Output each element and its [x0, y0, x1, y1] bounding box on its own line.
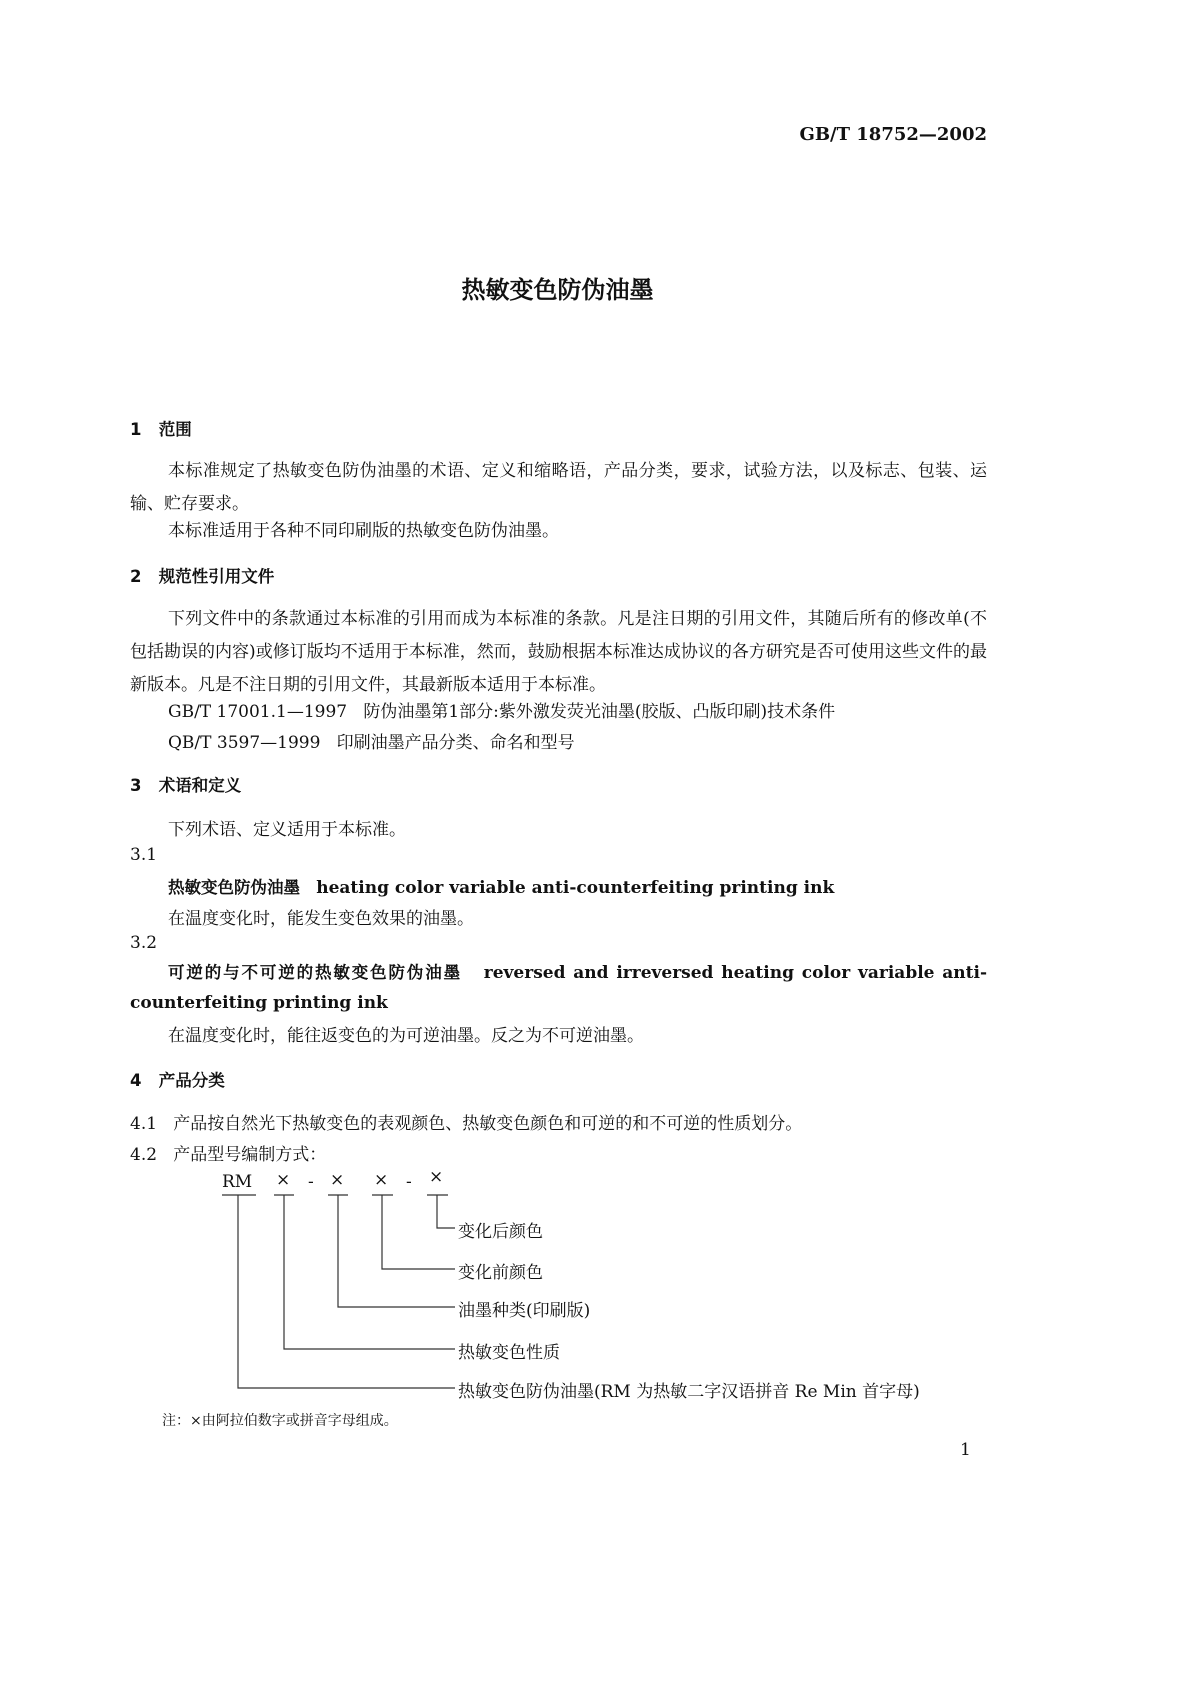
- section-4-heading: [130, 1067, 225, 1091]
- reference-item: [168, 728, 575, 753]
- code-prefix: RM: [222, 1172, 253, 1192]
- section-title: 产品分类: [158, 1071, 225, 1090]
- term-heading: [130, 958, 987, 1018]
- section-2-heading: [130, 563, 274, 587]
- paragraph: 下列术语、定义适用于本标准。: [168, 820, 406, 840]
- clause-item: [130, 1140, 326, 1165]
- term-definition: 在温度变化时，能往返变色的为可逆油墨。反之为不可逆油墨。: [168, 1026, 644, 1046]
- ref-title: 印刷油墨产品分类、命名和型号: [336, 733, 575, 753]
- code-placeholder: ×: [374, 1170, 389, 1190]
- section-title: 范围: [158, 420, 192, 439]
- diagram-label: 热敏变色性质: [458, 1343, 560, 1363]
- page-number: 1: [960, 1440, 971, 1460]
- term-en: heating color variable anti-counterfeiting printing ink: [316, 878, 835, 898]
- standard-code: GB/T 18752—2002: [799, 124, 987, 145]
- ref-title: 防伪油墨第1部分:紫外激发荧光油墨(胶版、凸版印刷)技术条件: [363, 702, 836, 722]
- clause-num: 4.1: [130, 1114, 158, 1134]
- term-number: 3.1: [130, 845, 158, 865]
- code-placeholder: ×: [330, 1170, 345, 1190]
- section-num: 4: [130, 1071, 142, 1090]
- term-zh: 热敏变色防伪油墨: [168, 878, 300, 897]
- diagram-label: 变化后颜色: [458, 1222, 543, 1242]
- code-placeholder: ×: [276, 1170, 291, 1190]
- code-placeholder: ×: [429, 1167, 444, 1187]
- section-1-heading: [130, 416, 192, 440]
- section-num: 1: [130, 420, 142, 439]
- clause-text: 产品按自然光下热敏变色的表观颜色、热敏变色颜色和可逆的和不可逆的性质划分。: [173, 1114, 803, 1134]
- diagram-note: 注：×由阿拉伯数字或拼音字母组成。: [162, 1413, 398, 1429]
- section-title: 术语和定义: [158, 776, 242, 795]
- term-zh: 可逆的与不可逆的热敏变色防伪油墨: [168, 963, 462, 982]
- paragraph: 本标准适用于各种不同印刷版的热敏变色防伪油墨。: [168, 521, 559, 541]
- diagram-label: 变化前颜色: [458, 1263, 543, 1283]
- section-num: 2: [130, 567, 142, 586]
- term-number: 3.2: [130, 933, 158, 953]
- section-3-heading: [130, 772, 241, 796]
- paragraph: 下列文件中的条款通过本标准的引用而成为本标准的条款。凡是注日期的引用文件，其随后所有的修改单(不包括勘误的内容)或修订版均不适用于本标准，然而，鼓励根据本标准达成协议的各方研究是否可使用这些文件的最新版本。凡是不注日期的引用文件，其最新版本适用于本标准。: [130, 609, 987, 695]
- section-title: 规范性引用文件: [158, 567, 275, 586]
- code-dash: -: [406, 1172, 412, 1192]
- ref-code: QB/T 3597—1999: [168, 733, 321, 753]
- reference-item: [168, 697, 835, 722]
- paragraph: 本标准规定了热敏变色防伪油墨的术语、定义和缩略语，产品分类，要求，试验方法，以及标志、包装、运输、贮存要求。: [130, 461, 987, 514]
- clause-num: 4.2: [130, 1145, 158, 1165]
- page-title: 热敏变色防伪油墨: [461, 276, 654, 304]
- ref-code: GB/T 17001.1—1997: [168, 702, 348, 722]
- diagram-label: 热敏变色防伪油墨(RM 为热敏二字汉语拼音 Re Min 首字母): [458, 1382, 920, 1402]
- section-num: 3: [130, 776, 142, 795]
- term-definition: 在温度变化时，能发生变色效果的油墨。: [168, 909, 474, 929]
- clause-item: [130, 1109, 802, 1134]
- term-heading: [168, 874, 834, 898]
- code-dash: -: [308, 1172, 314, 1192]
- term-en: reversed and irreversed heating color variable anti-counterfeiting printing ink: [130, 963, 988, 1013]
- diagram-label: 油墨种类(印刷版): [458, 1301, 591, 1321]
- clause-text: 产品型号编制方式：: [173, 1145, 327, 1165]
